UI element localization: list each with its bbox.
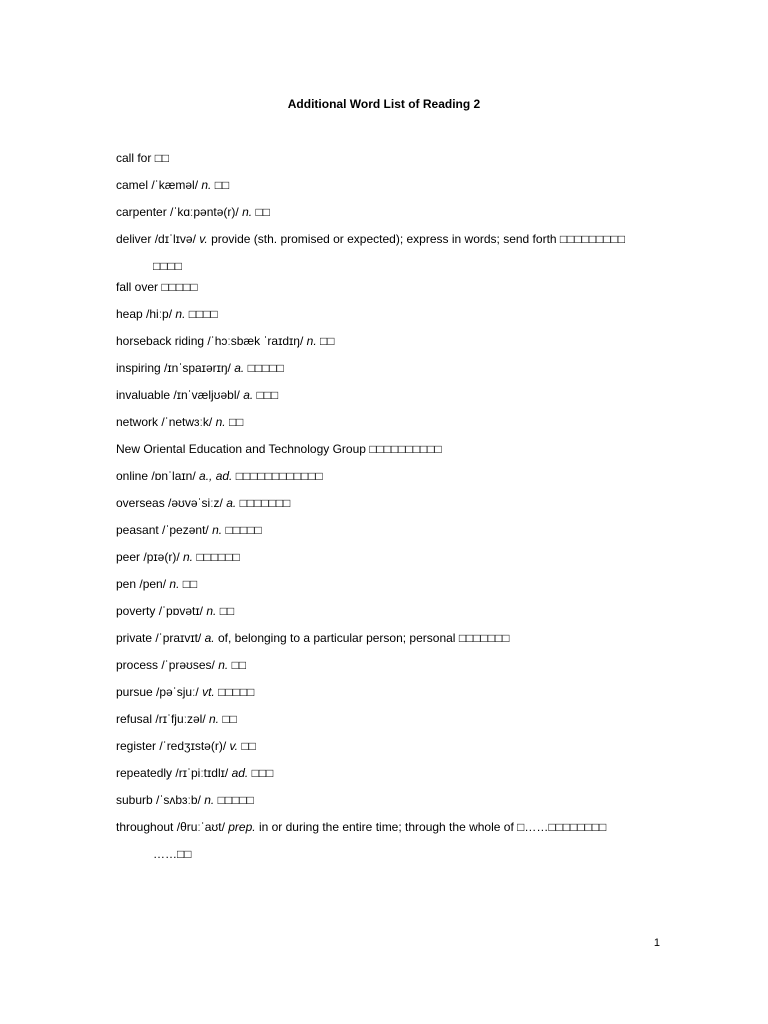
word-entry xyxy=(116,522,661,538)
entry-part-of-speech: n. xyxy=(183,550,194,564)
entry-part-of-speech: n. xyxy=(215,415,226,429)
entry-part-of-speech: v. xyxy=(229,739,238,753)
entry-chinese-gloss: □□ xyxy=(219,604,235,618)
word-entry xyxy=(116,150,661,166)
entry-part-of-speech: ad. xyxy=(231,766,249,780)
entry-phonetic: /ˈpezənt/ xyxy=(162,523,209,537)
word-entry xyxy=(116,306,661,322)
entry-headword: pursue xyxy=(116,685,153,699)
entry-headword: fall over xyxy=(116,280,159,294)
entry-phonetic: /ɪnˈspaɪərɪŋ/ xyxy=(164,361,231,375)
word-entry xyxy=(116,204,661,220)
entry-chinese-gloss: □□□□□□□□□□ xyxy=(369,442,442,456)
word-entry xyxy=(116,711,661,727)
entry-chinese-gloss: □□□□□ xyxy=(225,523,262,537)
entry-chinese-gloss: □□ xyxy=(228,415,244,429)
entry-part-of-speech: n. xyxy=(242,205,253,219)
entry-phonetic: /ˈsʌbɜːb/ xyxy=(156,793,201,807)
entry-headword: process xyxy=(116,658,159,672)
word-entry xyxy=(116,495,661,511)
entry-headword: register xyxy=(116,739,157,753)
entry-part-of-speech: n. xyxy=(218,658,229,672)
entry-headword: peasant xyxy=(116,523,159,537)
entry-part-of-speech: n. xyxy=(306,334,317,348)
entry-chinese-gloss: □……□□□□□□□□ xyxy=(517,820,607,834)
entry-part-of-speech: n. xyxy=(201,178,212,192)
word-entry xyxy=(116,765,661,781)
word-entry xyxy=(116,549,661,565)
entry-headword: camel xyxy=(116,178,149,192)
word-entry xyxy=(116,684,661,700)
entry-phonetic: /ˈhɔːsbæk ˈraɪdɪŋ/ xyxy=(207,334,304,348)
entry-chinese-gloss-continued: ……□□ xyxy=(153,847,192,861)
entry-headword: carpenter xyxy=(116,205,167,219)
page-title: Additional Word List of Reading 2 xyxy=(287,97,481,111)
entry-headword: network xyxy=(116,415,159,429)
entry-chinese-gloss: □□ xyxy=(320,334,335,348)
entry-chinese-gloss-continued: □□□□ xyxy=(153,259,182,273)
entry-chinese-gloss: □□ xyxy=(241,739,256,753)
entry-headword: horseback riding xyxy=(116,334,205,348)
word-entry xyxy=(116,630,661,646)
word-entry xyxy=(116,792,661,808)
entry-part-of-speech: n. xyxy=(212,523,223,537)
entry-chinese-gloss: □□□□□ xyxy=(217,793,254,807)
entry-headword: New Oriental Education and Technology Group xyxy=(116,442,366,456)
word-entry xyxy=(116,603,661,619)
word-entry xyxy=(116,441,661,457)
entry-chinese-gloss: □□ xyxy=(154,151,170,165)
entry-chinese-gloss: □□□□□ xyxy=(161,280,198,294)
entry-part-of-speech: n. xyxy=(175,307,186,321)
entry-chinese-gloss: □□ xyxy=(214,178,230,192)
entry-phonetic: /pen/ xyxy=(139,577,167,591)
entry-phonetic: /ˈpraɪvɪt/ xyxy=(155,631,202,645)
word-list xyxy=(116,150,661,868)
entry-chinese-gloss: □□□ xyxy=(251,766,274,780)
entry-phonetic: /ˈkɑːpəntə(r)/ xyxy=(170,205,239,219)
word-entry xyxy=(116,814,661,868)
entry-part-of-speech: a. xyxy=(226,496,237,510)
entry-headword: overseas xyxy=(116,496,165,510)
entry-part-of-speech: a. xyxy=(234,361,245,375)
entry-phonetic: /ˈnetwɜːk/ xyxy=(161,415,213,429)
entry-part-of-speech: n. xyxy=(206,604,217,618)
word-entry xyxy=(116,414,661,430)
entry-headword: invaluable xyxy=(116,388,171,402)
word-entry xyxy=(116,360,661,376)
word-entry xyxy=(116,576,661,592)
entry-chinese-gloss: □□□□□□□ xyxy=(239,496,291,510)
page-number: 1 xyxy=(653,937,660,949)
entry-phonetic: /ɒnˈlaɪn/ xyxy=(151,469,196,483)
entry-part-of-speech: prep. xyxy=(228,820,256,834)
entry-definition: of, belonging to a particular person; personal xyxy=(217,631,456,645)
entry-headword: poverty xyxy=(116,604,156,618)
entry-headword: suburb xyxy=(116,793,153,807)
entry-chinese-gloss: □□ xyxy=(231,658,247,672)
entry-definition: in or during the entire time; through the whole of xyxy=(258,820,514,834)
word-entry xyxy=(116,657,661,673)
entry-headword: deliver xyxy=(116,232,152,246)
entry-phonetic: /ˈredʒɪstə(r)/ xyxy=(159,739,227,753)
entry-chinese-gloss: □□□ xyxy=(256,388,279,402)
entry-phonetic: /ˈkæməl/ xyxy=(151,178,199,192)
entry-part-of-speech: a. xyxy=(204,631,215,645)
entry-phonetic: /pəˈsjuː/ xyxy=(156,685,199,699)
entry-part-of-speech: n. xyxy=(169,577,180,591)
entry-headword: pen xyxy=(116,577,137,591)
entry-part-of-speech: a. xyxy=(243,388,254,402)
word-entry xyxy=(116,333,661,349)
entry-phonetic: /rɪˈpiːtɪdlɪ/ xyxy=(175,766,229,780)
entry-phonetic: /ɪnˈvæljʊəbl/ xyxy=(173,388,240,402)
entry-phonetic: /dɪˈlɪvə/ xyxy=(154,232,196,246)
word-entry xyxy=(116,387,661,403)
entry-headword: call for xyxy=(116,151,152,165)
entry-chinese-gloss: □□ xyxy=(182,577,198,591)
entry-headword: heap xyxy=(116,307,143,321)
entry-part-of-speech: v. xyxy=(199,232,208,246)
entry-part-of-speech: vt. xyxy=(202,685,215,699)
word-entry xyxy=(116,468,661,484)
entry-phonetic: /ˈprəʊses/ xyxy=(161,658,215,672)
entry-phonetic: /rɪˈfjuːzəl/ xyxy=(155,712,206,726)
entry-chinese-gloss: □□ xyxy=(255,205,270,219)
entry-phonetic: /əʊvəˈsiːz/ xyxy=(168,496,223,510)
entry-headword: private xyxy=(116,631,153,645)
entry-headword: repeatedly xyxy=(116,766,173,780)
entry-phonetic: /ˈpɒvətɪ/ xyxy=(158,604,203,618)
entry-chinese-gloss: □□□□□□□□□□□□ xyxy=(235,469,323,483)
entry-phonetic: /hiːp/ xyxy=(146,307,173,321)
entry-definition: provide (sth. promised or expected); express in words; send forth xyxy=(211,232,557,246)
entry-chinese-gloss: □□□□□ xyxy=(247,361,284,375)
entry-chinese-gloss: □□□□□□ xyxy=(196,550,240,564)
entry-part-of-speech: a., ad. xyxy=(199,469,233,483)
entry-chinese-gloss: □□ xyxy=(222,712,237,726)
entry-headword: refusal xyxy=(116,712,153,726)
entry-headword: peer xyxy=(116,550,141,564)
entry-headword: inspiring xyxy=(116,361,161,375)
entry-headword: online xyxy=(116,469,149,483)
entry-part-of-speech: n. xyxy=(209,712,220,726)
entry-chinese-gloss: □□□□□□□□□ xyxy=(559,232,626,246)
entry-chinese-gloss: □□□□ xyxy=(188,307,218,321)
entry-headword: throughout xyxy=(116,820,174,834)
word-entry xyxy=(116,177,661,193)
entry-phonetic: /pɪə(r)/ xyxy=(143,550,180,564)
word-entry xyxy=(116,279,661,295)
word-entry xyxy=(116,738,661,754)
word-entry xyxy=(116,226,661,280)
entry-chinese-gloss: □□□□□ xyxy=(218,685,255,699)
entry-part-of-speech: n. xyxy=(204,793,215,807)
entry-chinese-gloss: □□□□□□□ xyxy=(458,631,510,645)
entry-phonetic: /θruːˈaʊt/ xyxy=(176,820,225,834)
